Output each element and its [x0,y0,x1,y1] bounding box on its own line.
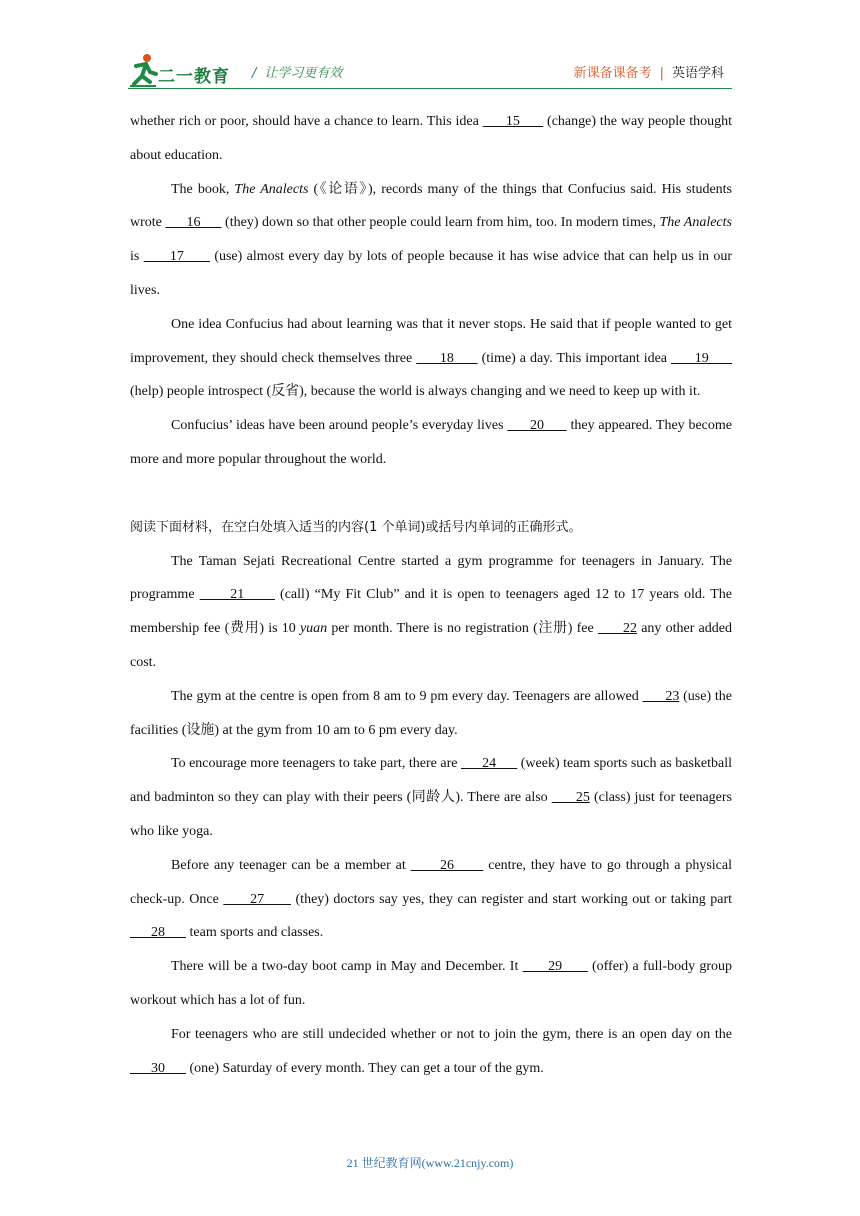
currency-word: yuan [299,621,328,637]
passage1-paragraph-4 [130,409,732,477]
subject-label: 英语学科 [671,66,724,81]
text-run: (use) the facilities (设施) at the gym from 10 am to 6 pm every day. [130,688,733,738]
blank-17: 17 [143,249,210,265]
text-run: (use) almost every day by lots of people because it has wise advice that can help us in our lives. [130,249,733,298]
blank-23: 23 [642,688,680,704]
blank-29: 29 [522,959,588,975]
page-footer: 21 世纪教育网(www.21cnjy.com) [346,1156,514,1170]
slogan-text: 让学习更有效 [264,66,343,81]
passage1-paragraph-3 [130,308,732,409]
blank-18: 18 [416,350,478,366]
text-run: any other added cost. [130,621,732,670]
text-run: they appeared. They become more and more popular throughout the world. [130,418,732,467]
passage2-paragraph-3 [130,747,732,848]
text-run: (call) “My Fit Club” and it is open to teenagers aged 12 to 17 years old. The membership fee (费用) is 10 [130,587,733,637]
passage1-paragraph-2 [130,173,732,308]
book-title: The Analects [659,215,732,231]
text-run: centre, they have to go through a physical check-up. Once [130,857,732,907]
blank-26: 26 [410,857,484,873]
blank-20: 20 [507,418,567,434]
instruction: 阅读下面材料，在空白处填入适当的内容(1 个单词)或括号内单词的正确形式。 [130,519,582,535]
blank-22: 22 [597,621,638,637]
blank-25: 25 [551,790,590,806]
book-title: The Analects [234,181,309,197]
text-run: per month. There is no registration (注册) fee [327,621,598,637]
text-run: There will be a two-day boot camp in May and December. It [171,959,523,975]
text-run: (help) people introspect (反省), because the world is always changing and we need to keep up with it. [130,384,701,400]
text-run: The gym at the centre is open from 8 am to 9 pm every day. Teenagers are allowed [171,688,643,704]
passage2-paragraph-6 [130,1018,732,1086]
text-run: team sports and classes. [186,925,324,941]
header-right [574,62,724,81]
brand-label: 新课备课备考 [573,66,652,81]
header-divider [128,88,732,89]
text-run: (they) down so that other people could learn from him, too. In modern times, [221,215,660,231]
text-run: Before any teenager can be a member at [171,857,411,873]
text-run: (time) a day. This important idea [477,350,671,366]
passage2-paragraph-4 [130,849,732,950]
runner-logo-icon [128,52,158,88]
text-run: whether rich or poor, should have a chance to learn. This idea [130,114,483,129]
blank-19: 19 [670,350,733,366]
text-run: Confucius’ ideas have been around people’s everyday lives [171,418,508,434]
passage1-paragraph-1 [130,105,732,173]
document-body [130,105,732,1085]
blank-21: 21 [199,587,275,603]
slogan-slash: / [252,66,257,81]
text-run: To encourage more teenagers to take part, there are [171,756,461,772]
passage2-paragraph-2 [130,680,732,748]
passage2-paragraph-5 [130,950,732,1018]
blank-24: 24 [460,756,518,772]
passage2-paragraph-1 [130,545,732,680]
blank-16: 16 [165,215,222,231]
spacer [130,477,732,511]
text-run: (one) Saturday of every month. They can get a tour of the gym. [186,1060,544,1076]
page-header [128,52,732,92]
text-run: (offer) a full-body group workout which has a lot of fun. [130,959,733,1008]
header-separator: | [659,66,664,81]
blank-15: 15 [482,114,544,129]
text-run: One idea Confucius had about learning was that it never stops. He said that if people wanted to get improvement, they should check themselves three [130,316,732,366]
blank-30: 30 [130,1060,186,1076]
blank-27: 27 [223,891,292,907]
logo-text: 二一教育 [158,67,230,87]
text-run: (change) the way people thought about education. [130,114,732,163]
text-run: is [130,249,144,265]
blank-28: 28 [130,925,186,941]
slogan [252,62,342,81]
text-run: The Taman Sejati Recreational Centre started a gym programme for teenagers in January. The programme [130,553,732,603]
text-run: (week) team sports such as basketball and badminton so they can play with their peers (同龄人). There are also [130,756,732,806]
text-run: (they) doctors say yes, they can register and start working out or taking part [291,891,733,907]
text-run: (class) just for teenagers who like yoga. [130,790,733,839]
text-run: The book, [171,181,235,197]
text-run: For teenagers who are still undecided whether or not to join the gym, there is an open day on the [171,1026,732,1042]
text-run: (《论语》), records many of the things that Confucius said. His students wrote [130,181,733,231]
logo [128,52,248,90]
